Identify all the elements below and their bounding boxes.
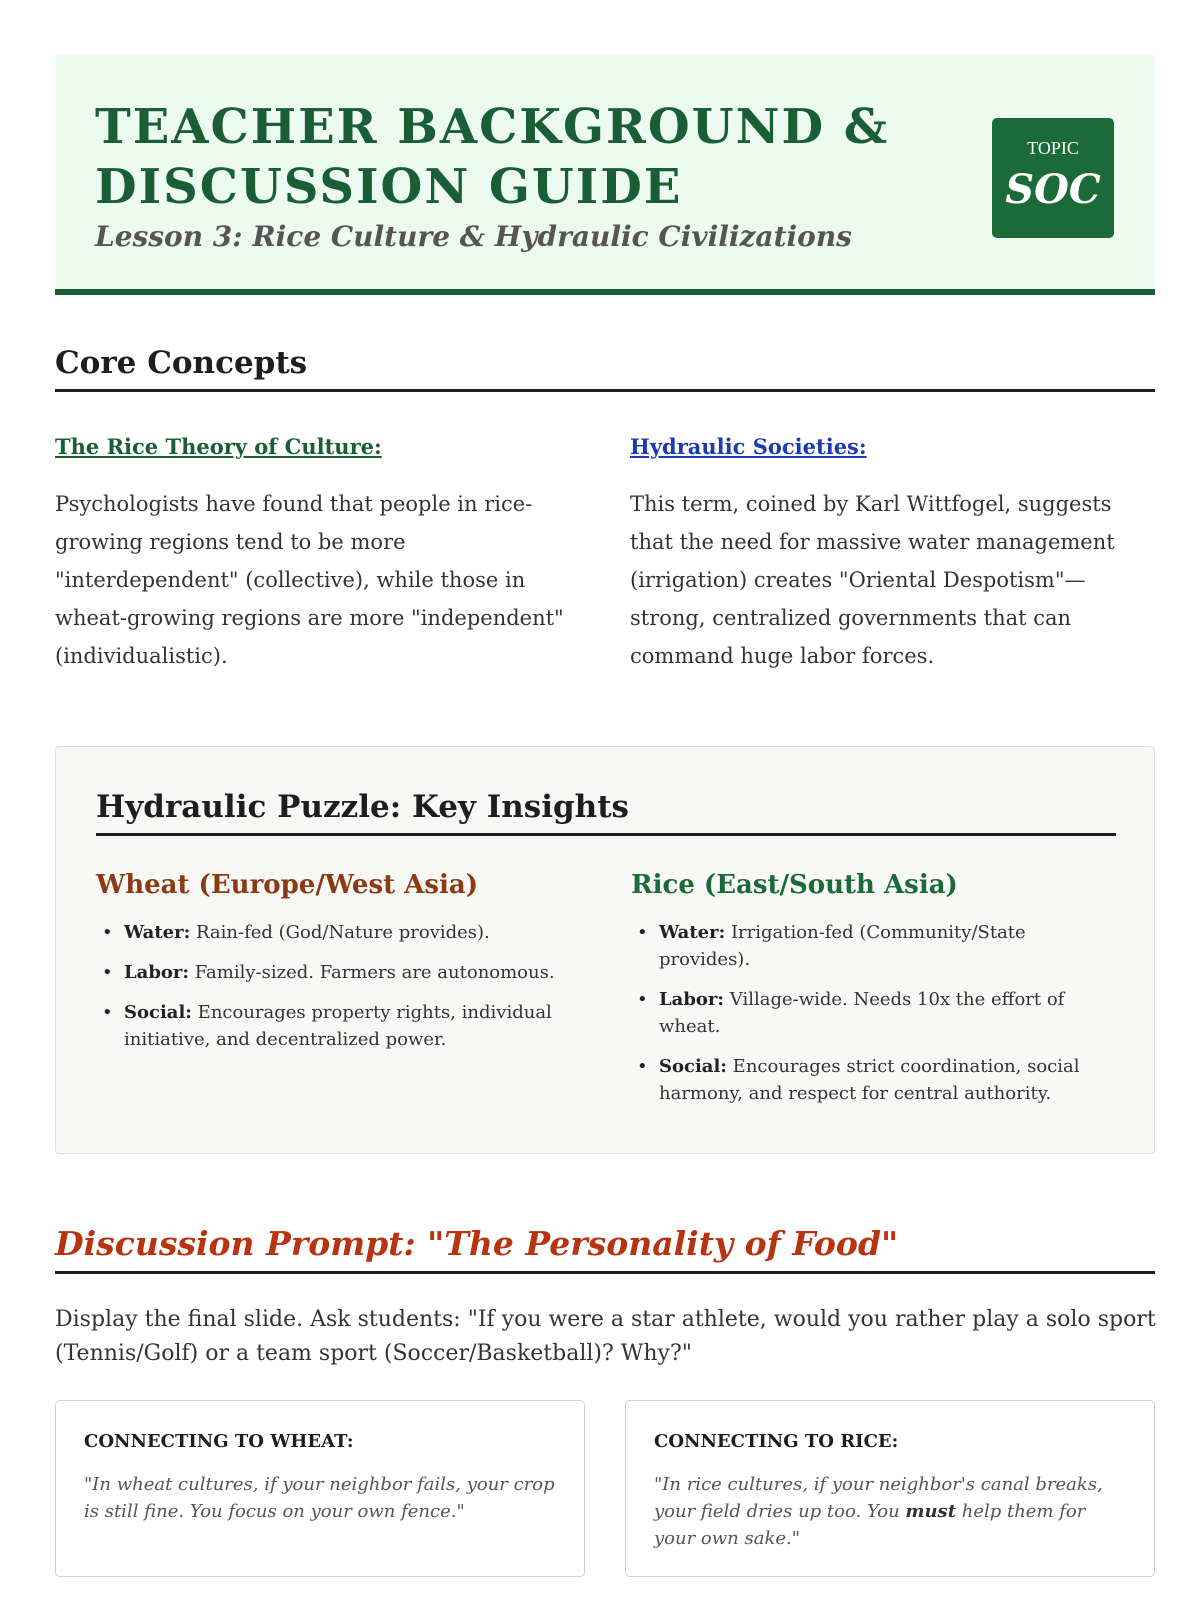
list-item: • Social: Encourages strict coordination, social harmony, and respect for central authority. <box>631 1053 1101 1107</box>
lesson-subtitle: Lesson 3: Rice Culture & Hydraulic Civilizations <box>95 220 852 253</box>
list-item: • Social: Encourages property rights, individual initiative, and decentralized power. <box>96 999 566 1053</box>
wheat-connection-label: CONNECTING TO WHEAT: <box>84 1431 354 1452</box>
rice-theory-link[interactable]: The Rice Theory of Culture: <box>55 434 382 459</box>
topic-label: TOPIC <box>1027 138 1079 158</box>
list-item: • Water: Rain-fed (God/Nature provides). <box>96 919 566 946</box>
key-insights-box <box>55 746 1155 1154</box>
wheat-list <box>96 919 566 1066</box>
core-concepts-heading: Core Concepts <box>55 345 1155 392</box>
rice-connection-card <box>625 1400 1155 1577</box>
hydraulic-societies-link[interactable]: Hydraulic Societies: <box>630 434 867 459</box>
discussion-prompt-text: Display the final slide. Ask students: "If you were a star athlete, would you rather play a solo sport (Tennis/Golf) or a team sport (Soccer/Basketball)? Why?" <box>55 1307 1156 1366</box>
hydraulic-societies-body: This term, coined by Karl Wittfogel, suggests that the need for massive water management (irrigation) creates "Oriental Despotism"—strong, centralized governments that can command huge labor forces. <box>630 492 1115 668</box>
rice-column-title: Rice (East/South Asia) <box>631 870 958 900</box>
list-item: • Labor: Village-wide. Needs 10x the effort of wheat. <box>631 986 1101 1040</box>
rice-theory-body: Psychologists have found that people in rice-growing regions tend to be more "interdependent" (collective), while those in wheat-growing regions are more "independent" (individualistic). <box>55 492 564 668</box>
list-item: • Labor: Family-sized. Farmers are autonomous. <box>96 959 566 986</box>
page-title: TEACHER BACKGROUND & DISCUSSION GUIDE <box>95 99 890 215</box>
rice-list <box>631 919 1101 1120</box>
topic-badge <box>992 118 1114 238</box>
wheat-connection-quote: "In wheat cultures, if your neighbor fails, your crop is still fine. You focus on your own fence." <box>84 1474 555 1522</box>
rice-connection-label: CONNECTING TO RICE: <box>654 1431 899 1452</box>
wheat-connection-card <box>55 1400 585 1577</box>
list-item: • Water: Irrigation-fed (Community/State provides). <box>631 919 1101 973</box>
discussion-prompt-heading: Discussion Prompt: "The Personality of Food" <box>55 1224 1155 1274</box>
wheat-column-title: Wheat (Europe/West Asia) <box>96 870 478 900</box>
page-header <box>55 55 1155 295</box>
rice-connection-quote: "In rice cultures, if your neighbor's canal breaks, your field dries up too. You must help them for your own sake." <box>654 1474 1103 1549</box>
key-insights-heading: Hydraulic Puzzle: Key Insights <box>96 789 1116 836</box>
topic-code: SOC <box>1005 166 1101 213</box>
